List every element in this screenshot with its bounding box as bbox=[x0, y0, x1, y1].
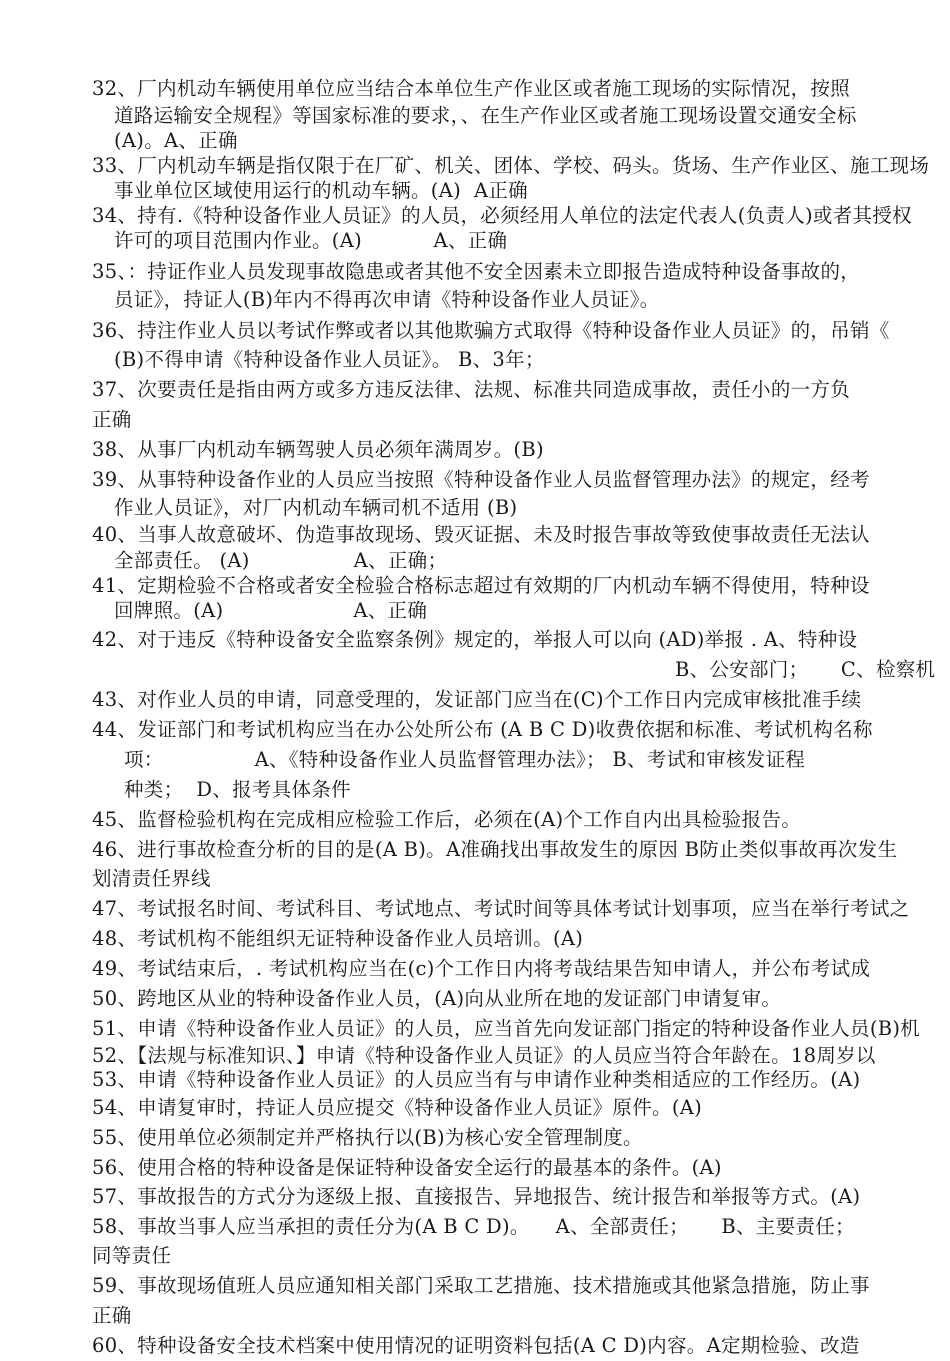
text-line: 59、事故现场值班人员应通知相关部门采取工艺措施、技术措施或其他紧急措施，防止事 bbox=[92, 1274, 870, 1297]
text-line: 51、申请《特种设备作业人员证》的人员，应当首先向发证部门指定的特种设备作业人员(B)机 bbox=[92, 1017, 921, 1040]
text-line: 正确 bbox=[92, 408, 132, 431]
text-line: 49、考试结束后，. 考试机构应当在(c)个工作日内将考哉结果告知申请人，并公布考试成 bbox=[92, 957, 871, 980]
text-line: 48、考试机构不能组织无证特种设备作业人员培训。(A) bbox=[92, 927, 584, 950]
text-line: 39、从事特种设备作业的人员应当按照《特种设备作业人员监督管理办法》的规定，经考 bbox=[92, 468, 870, 491]
text-line: 44、发证部门和考试机构应当在办公处所公布 (A B C D)收费依据和标准、考试机构名称 bbox=[92, 718, 873, 741]
text-line: (A)。A、正确 bbox=[114, 129, 238, 152]
text-line: 41、定期检验不合格或者安全检验合格标志超过有效期的厂内机动车辆不得使用，特种设 bbox=[92, 574, 870, 597]
text-line: 划清责任界线 bbox=[92, 867, 211, 890]
text-line: 50、跨地区从业的特种设备作业人员，(A)向从业所在地的发证部门申请复审。 bbox=[92, 987, 782, 1010]
text-line: 42、对于违反《特种设备安全监察条例》规定的，举报人可以向 (AD)举报 . A、特种设 bbox=[92, 628, 858, 651]
text-line: B、公安部门； C、检察机 bbox=[675, 658, 936, 681]
text-line: 33、厂内机动车辆是指仅限于在厂矿、机关、团体、学校、码头。货场、生产作业区、施工现场 bbox=[92, 154, 930, 177]
text-line: 正确 bbox=[92, 1304, 132, 1327]
text-line: 34、持有.《特种设备作业人员证》的人员，必须经用人单位的法定代表人(负责人)或者其授权 bbox=[92, 204, 912, 227]
text-line: 36、持注作业人员以考试作弊或者以其他欺骗方式取得《特种设备作业人员证》的，吊销《 bbox=[92, 319, 890, 342]
text-line: 58、事故当事人应当承担的责任分为(A B C D)。 A、全部责任； B、主要责任； bbox=[92, 1215, 855, 1238]
text-line: 47、考试报名时间、考试科目、考试地点、考试时间等具体考试计划事项，应当在举行考试之 bbox=[92, 897, 910, 920]
text-line: 45、监督检验机构在完成相应检验工作后，必须在(A)个工作自内出具检验报告。 bbox=[92, 808, 802, 831]
text-line: 40、当事人故意破坏、伪造事故现场、毁灭证据、未及时报告事故等致使事故责任无法认 bbox=[92, 523, 870, 546]
text-line: 52、【法规与标准知识、】申请《特种设备作业人员证》的人员应当符合年龄在。18周岁以 bbox=[92, 1044, 876, 1067]
text-line: (B)不得申请《特种设备作业人员证》。 B、3年； bbox=[114, 348, 545, 371]
text-line: 许可的项目范围内作业。(A) A、正确 bbox=[114, 229, 508, 252]
text-line: 55、使用单位必须制定并严格执行以(B)为核心安全管理制度。 bbox=[92, 1126, 643, 1149]
text-line: 作业人员证》，对厂内机动车辆司机不适用 (B) bbox=[114, 496, 518, 519]
text-line: 54、申请复审时，持证人员应提交《特种设备作业人员证》原件。(A) bbox=[92, 1096, 703, 1119]
text-line: 35、：持证作业人员发现事故隐患或者其他不安全因素未立即报告造成特种设备事故的， bbox=[92, 260, 861, 283]
text-line: 38、从事厂内机动车辆驾驶人员必须年满周岁。(B) bbox=[92, 438, 544, 461]
text-line: 43、对作业人员的申请，同意受理的，发证部门应当在(C)个工作日内完成审核批准手续 bbox=[92, 688, 862, 711]
text-line: 37、次要责任是指由两方或多方违反法律、法规、标准共同造成事故，责任小的一方负 bbox=[92, 378, 851, 401]
text-line: 全部责任。 (A) A、正确； bbox=[114, 549, 448, 572]
text-line: 同等责任 bbox=[92, 1244, 172, 1267]
text-line: 项： A、《特种设备作业人员监督管理办法》； B、考试和审核发证程 bbox=[124, 748, 806, 771]
text-line: 32、厂内机动车辆使用单位应当结合本单位生产作业区或者施工现场的实际情况，按照 bbox=[92, 77, 851, 100]
text-line: 道路运输安全规程》等国家标准的要求，、在生产作业区或者施工现场设置交通安全标 bbox=[114, 104, 857, 127]
text-line: 56、使用合格的特种设备是保证特种设备安全运行的最基本的条件。(A) bbox=[92, 1156, 722, 1179]
text-line: 员证》，持证人(B)年内不得再次申请《特种设备作业人员证》。 bbox=[114, 288, 660, 311]
text-line: 种类； D、报考具体条件 bbox=[124, 778, 351, 801]
text-line: 46、进行事故检查分析的目的是(A B)。A准确找出事故发生的原因 B防止类似事故再次发生 bbox=[92, 838, 898, 861]
text-line: 回牌照。(A) A、正确 bbox=[114, 599, 428, 622]
text-line: 57、事故报告的方式分为逐级上报、直接报告、异地报告、统计报告和举报等方式。(A) bbox=[92, 1185, 861, 1208]
text-line: 53、申请《特种设备作业人员证》的人员应当有与申请作业种类相适应的工作经历。(A) bbox=[92, 1068, 861, 1091]
text-line: 事业单位区域使用运行的机动车辆。(A) A正确 bbox=[114, 179, 528, 202]
text-line: 60、特种设备安全技术档案中使用情况的证明资料包括(A C D)内容。A定期检验、改造 bbox=[92, 1334, 860, 1357]
